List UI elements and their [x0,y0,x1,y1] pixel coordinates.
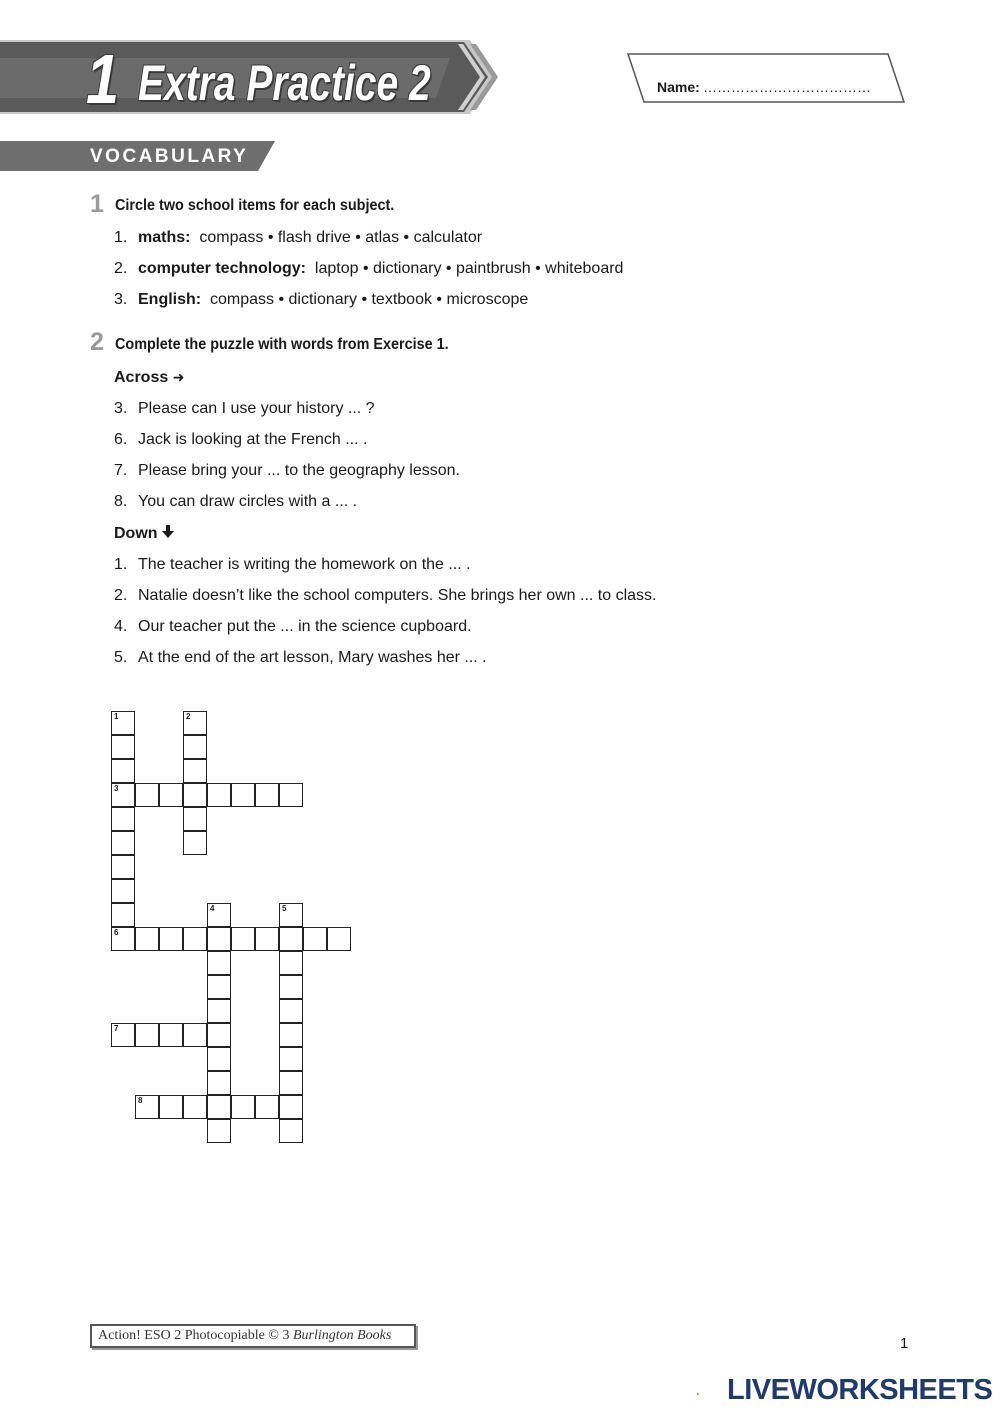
crossword-cell[interactable] [111,711,135,735]
exercise-1-item [114,260,623,278]
crossword-cell[interactable] [207,1095,231,1119]
crossword-cell[interactable] [183,1095,207,1119]
crossword-cell[interactable] [327,927,351,951]
down-label: Down [114,525,158,543]
crossword-cell[interactable] [183,831,207,855]
crossword-clue-number: 7 [114,1024,119,1033]
clue-number: 3. [114,400,128,417]
crossword-cell[interactable] [207,999,231,1023]
exercise-1-number: 1 [90,190,104,218]
crossword-cell[interactable] [255,783,279,807]
clue-number: 6. [114,431,128,448]
exercise-1-instruction: Circle two school items for each subject. [115,197,395,214]
item-options[interactable]: laptop • dictionary • paintbrush • whiteboard [314,260,624,277]
crossword-clue-number: 2 [186,712,191,721]
item-number: 3. [114,291,128,308]
exercise-2-instruction: Complete the puzzle with words from Exercise 1. [115,336,449,353]
crossword-cell[interactable] [279,1023,303,1047]
item-subject: maths: [138,229,191,246]
crossword-cell[interactable] [207,927,231,951]
crossword-cell[interactable] [183,1023,207,1047]
crossword-cell[interactable] [111,879,135,903]
clue-number: 5. [114,649,128,666]
crossword-cell[interactable] [183,735,207,759]
crossword-cell[interactable] [183,807,207,831]
copyright-text: Action! ESO 2 Photocopiable © 3 [98,1328,290,1343]
item-options[interactable]: compass • dictionary • textbook • microscope [210,291,529,308]
crossword-cell[interactable] [207,951,231,975]
crossword-cell[interactable] [159,1095,183,1119]
crossword-cell[interactable] [207,783,231,807]
clue-text: Please bring your ... to the geography lesson. [138,462,460,479]
across-clue [114,462,460,480]
down-clue [114,649,487,667]
across-clue [114,400,375,418]
unit-number: 1 [86,40,120,118]
crossword-cell[interactable] [279,1071,303,1095]
across-heading [114,369,184,387]
crossword-cell[interactable] [111,759,135,783]
item-subject: English: [138,291,202,308]
clue-text: Natalie doesn’t like the school computers. She brings her own ... to class. [138,587,657,604]
crossword-cell[interactable] [255,1095,279,1119]
crossword-clue-number: 6 [114,928,119,937]
crossword-clue-number: 5 [282,904,287,913]
item-number: 2. [114,260,128,277]
exercise-2-number: 2 [90,328,104,356]
crossword-cell[interactable] [111,807,135,831]
crossword-cell[interactable] [111,1023,135,1047]
crossword-cell[interactable] [111,855,135,879]
crossword-cell[interactable] [207,975,231,999]
crossword-cell[interactable] [207,1023,231,1047]
crossword-clue-number: 1 [114,712,119,721]
name-field[interactable]: ……………………………… [703,79,871,95]
crossword-cell[interactable] [279,1047,303,1071]
item-subject: computer technology: [138,260,307,277]
down-clue [114,587,656,605]
crossword-cell[interactable] [207,1071,231,1095]
page-number: 1 [900,1335,909,1352]
crossword-clue-number: 4 [210,904,215,913]
clue-text: Please can I use your history ... ? [138,400,375,417]
copyright-notice [90,1324,416,1348]
clue-number: 2. [114,587,128,604]
down-clue [114,556,471,574]
across-clue [114,493,357,511]
item-options[interactable]: compass • flash drive • atlas • calculator [199,229,483,246]
clue-text: Jack is looking at the French ... . [138,431,368,448]
crossword-cell[interactable] [135,927,159,951]
crossword-cell[interactable] [135,1095,159,1119]
down-heading [114,525,174,543]
crossword-cell[interactable] [279,999,303,1023]
crossword-cell[interactable] [111,903,135,927]
crossword-cell[interactable] [279,975,303,999]
crossword-cell[interactable] [207,1119,231,1143]
crossword-cell[interactable] [111,783,135,807]
crossword-cell[interactable] [207,903,231,927]
crossword-cell[interactable] [231,783,255,807]
liveworksheets-brand: LIVEWORKSHEETS [727,1374,993,1406]
crossword-cell[interactable] [111,735,135,759]
crossword-cell[interactable] [183,711,207,735]
across-clue [114,431,367,449]
exercise-1-item [114,229,482,247]
crossword-cell[interactable] [279,1095,303,1119]
clue-text: Our teacher put the ... in the science cupboard. [138,618,472,635]
crossword-cell[interactable] [159,927,183,951]
crossword-cell[interactable] [159,1023,183,1047]
worksheet-title: Extra Practice 2 [138,55,431,111]
crossword-cell[interactable] [255,927,279,951]
publisher-name: Burlington Books [292,1328,392,1343]
crossword-cell[interactable] [207,1047,231,1071]
exercise-1-item [114,291,528,309]
crossword-cell[interactable] [231,927,255,951]
crossword-clue-number: 3 [114,784,119,793]
clue-text: At the end of the art lesson, Mary washes her ... . [138,649,487,666]
crossword-cell[interactable] [303,927,327,951]
crossword-cell[interactable] [135,783,159,807]
crossword-cell[interactable] [135,1023,159,1047]
arrow-down-icon [162,525,174,543]
arrow-right-icon: ➜ [172,370,185,386]
across-label: Across [114,369,169,386]
crossword-cell[interactable] [111,831,135,855]
section-title: VOCABULARY [90,146,249,167]
down-clue [114,618,472,636]
item-number: 1. [114,229,128,246]
name-box-frame [626,52,906,104]
crossword-cell[interactable] [159,783,183,807]
liveworksheets-logo-icon [697,1378,725,1410]
crossword-clue-number: 8 [138,1096,143,1105]
crossword-cell[interactable] [279,927,303,951]
crossword-cell[interactable] [279,1119,303,1143]
crossword-cell[interactable] [183,759,207,783]
crossword-cell[interactable] [183,927,207,951]
clue-number: 7. [114,462,128,479]
crossword-cell[interactable] [183,783,207,807]
clue-number: 4. [114,618,128,635]
clue-text: You can draw circles with a ... . [138,493,358,510]
crossword-cell[interactable] [231,1095,255,1119]
clue-number: 1. [114,556,128,573]
crossword-cell[interactable] [279,951,303,975]
crossword-cell[interactable] [279,903,303,927]
name-label: Name: [657,79,700,95]
crossword-cell[interactable] [279,783,303,807]
clue-number: 8. [114,493,128,510]
crossword-cell[interactable] [111,927,135,951]
clue-text: The teacher is writing the homework on the ... . [138,556,471,573]
